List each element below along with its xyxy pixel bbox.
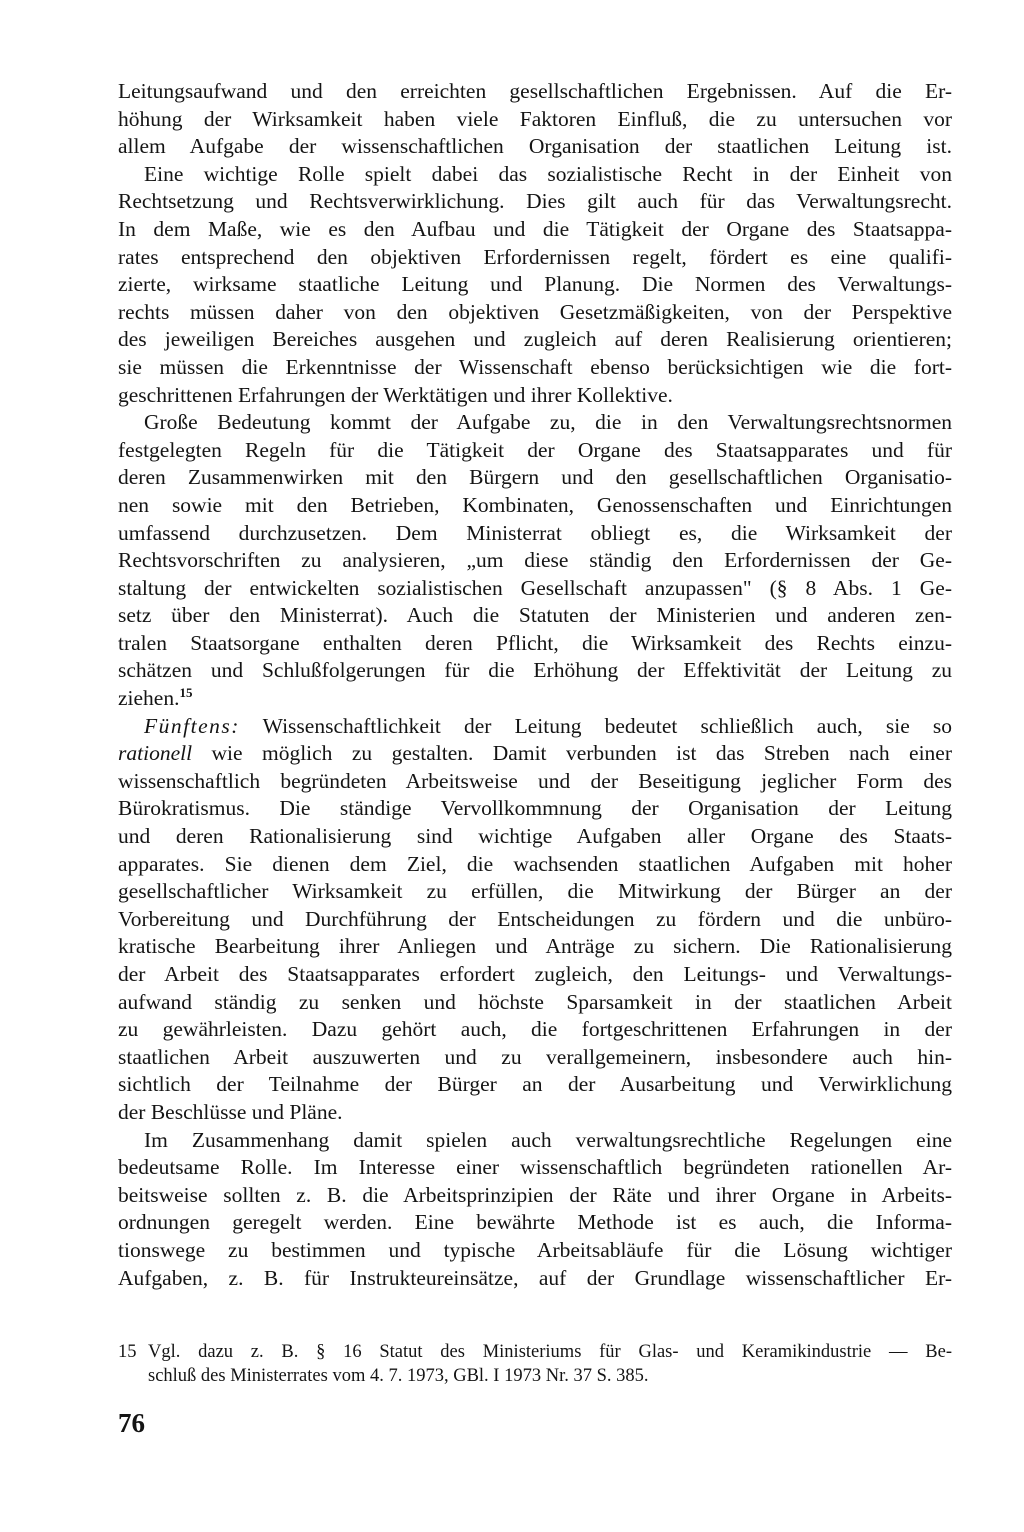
text-line: ordnungen geregelt werden. Eine bewährte Methode ist es auch, die Informa- xyxy=(118,1210,952,1235)
footnote-line xyxy=(118,1340,952,1364)
text-line: der Arbeit des Staatsapparates erfordert zugleich, den Leitungs- und Verwaltungs- xyxy=(118,962,952,986)
text-line: staltung der entwickelten sozialistischen Gesellschaft anzupassen" (§ 8 Abs. 1 Ge- xyxy=(118,575,952,600)
paragraph-start-line xyxy=(118,713,952,741)
text-line: nen sowie mit den Betrieben, Kombinaten, Genossenschaften und Einrichtungen xyxy=(118,492,952,517)
text-line: tralen Staatsorgane enthalten deren Pflicht, die Wirksamkeit des Rechts einzu- xyxy=(118,630,952,655)
text-line: kratische Bearbeitung ihrer Anliegen und Anträge zu sichern. Die Rationalisierung xyxy=(118,934,952,959)
text-line: sie müssen die Erkenntnisse der Wissenschaft ebenso berücksichtigen wie die fort- xyxy=(118,354,952,379)
footnote-section xyxy=(118,1340,952,1388)
text-line: umfassend durchzusetzen. Dem Ministerrat obliegt es, die Wirksamkeit der xyxy=(118,520,952,545)
footnote-number: 15 xyxy=(118,1342,137,1362)
text-line: In dem Maße, wie es den Aufbau und die Tätigkeit der Organe des Staatsappa- xyxy=(118,216,952,241)
text-line: Vorbereitung und Durchführung der Entscheidungen zu fördern und die unbüro- xyxy=(118,906,952,931)
text-line: wissenschaftlich begründeten Arbeitsweise und der Beseitigung jeglicher Form des xyxy=(118,768,952,793)
text-fragment: ziehen. xyxy=(118,686,180,711)
text-line: der Beschlüsse und Pläne. xyxy=(118,1099,343,1124)
text-line: gesellschaftlicher Wirksamkeit zu erfüllen, die Mitwirkung der Bürger an der xyxy=(118,879,952,904)
text-line: schätzen und Schlußfolgerungen für die Erhöhung der Effektivität der Leitung zu xyxy=(118,658,952,683)
text-line: zu gewährleisten. Dazu gehört auch, die fortgeschrittenen Erfahrungen in der xyxy=(118,1017,952,1042)
text-line: tionswege zu bestimmen und typische Arbeitsabläufe für die Lösung wichtiger xyxy=(118,1237,952,1262)
text-line: Rechtsetzung und Rechtsverwirklichung. Dies gilt auch für das Verwaltungsrecht. xyxy=(118,189,952,214)
text-line: setz über den Ministerrat). Auch die Statuten der Ministerien und anderen zen- xyxy=(118,603,952,628)
paragraph-start-line: Eine wichtige Rolle spielt dabei das sozialistische Recht in der Einheit von xyxy=(144,161,952,186)
footnote-line: schluß des Ministerrates vom 4. 7. 1973, GBl. I 1973 Nr. 37 S. 385. xyxy=(148,1366,649,1386)
text-line: staatlichen Arbeit auszuwerten und zu verallgemeinern, insbesondere auch hin- xyxy=(118,1044,952,1069)
footnote-reference[interactable]: 15 xyxy=(179,684,193,700)
text-line: apparates. Sie dienen dem Ziel, die wachsenden staatlichen Aufgaben mit hoher xyxy=(118,851,952,876)
footnote-text: Vgl. dazu z. B. § 16 Statut des Ministeriums für Glas- und Keramikindustrie — Be- xyxy=(148,1342,952,1362)
text-line xyxy=(118,740,952,768)
text-fragment: wie möglich zu gestalten. Damit verbunden ist das Streben nach einer xyxy=(211,741,953,766)
emphasis-fuenftens: Fünftens: xyxy=(144,713,240,738)
text-line: und deren Rationalisierung sind wichtige Aufgaben aller Organe des Staats- xyxy=(118,824,952,849)
paragraph-start-line: Im Zusammenhang damit spielen auch verwaltungsrechtliche Regelungen eine xyxy=(144,1127,952,1152)
text-line: beitsweise sollten z. B. die Arbeitsprinzipien der Räte und ihrer Organe in Arbeits- xyxy=(118,1182,952,1207)
emphasis-rationell: rationell xyxy=(118,741,193,766)
text-line: Aufgaben, z. B. für Instrukteureinsätze, auf der Grundlage wissenschaftlicher Er- xyxy=(118,1265,952,1290)
text-line: geschrittenen Erfahrungen der Werktätigen und ihrer Kollektive. xyxy=(118,382,673,407)
text-line: sichtlich der Teilnahme der Bürger an der Ausarbeitung und Verwirklichung xyxy=(118,1072,952,1097)
text-fragment: Wissenschaftlichkeit der Leitung bedeutet schließlich auch, sie so xyxy=(262,713,952,738)
page-number: 76 xyxy=(118,1408,145,1438)
text-line: allem Aufgabe der wissenschaftlichen Organisation der staatlichen Leitung ist. xyxy=(118,134,952,159)
text-line xyxy=(118,685,952,713)
text-line: Bürokratismus. Die ständige Vervollkommnung der Organisation der Leitung xyxy=(118,796,952,821)
text-line: Rechtsvorschriften zu analysieren, „um diese ständig den Erfordernissen der Ge- xyxy=(118,548,952,573)
text-line: zierte, wirksame staatliche Leitung und Planung. Die Normen des Verwaltungs- xyxy=(118,272,952,297)
text-line: höhung der Wirksamkeit haben viele Faktoren Einfluß, die zu untersuchen vor xyxy=(118,106,952,131)
page-body xyxy=(118,78,952,1292)
text-line: bedeutsame Rolle. Im Interesse einer wissenschaftlich begründeten rationellen Ar- xyxy=(118,1155,952,1180)
text-line: deren Zusammenwirken mit den Bürgern und den gesellschaftlichen Organisatio- xyxy=(118,465,952,490)
text-line: rechts müssen daher von den objektiven Gesetzmäßigkeiten, von der Perspektive xyxy=(118,299,952,324)
text-line: des jeweiligen Bereiches ausgehen und zugleich auf deren Realisierung orientieren; xyxy=(118,327,952,352)
paragraph-start-line: Große Bedeutung kommt der Aufgabe zu, die in den Verwaltungsrechtsnormen xyxy=(144,410,952,435)
text-line: aufwand ständig zu senken und höchste Sparsamkeit in der staatlichen Arbeit xyxy=(118,989,952,1014)
text-line: rates entsprechend den objektiven Erfordernissen regelt, fördert es eine qualifi- xyxy=(118,244,952,269)
text-line: Leitungsaufwand und den erreichten gesellschaftlichen Ergebnissen. Auf die Er- xyxy=(118,79,952,103)
text-line: festgelegten Regeln für die Tätigkeit der Organe des Staatsapparates und für xyxy=(118,437,952,462)
